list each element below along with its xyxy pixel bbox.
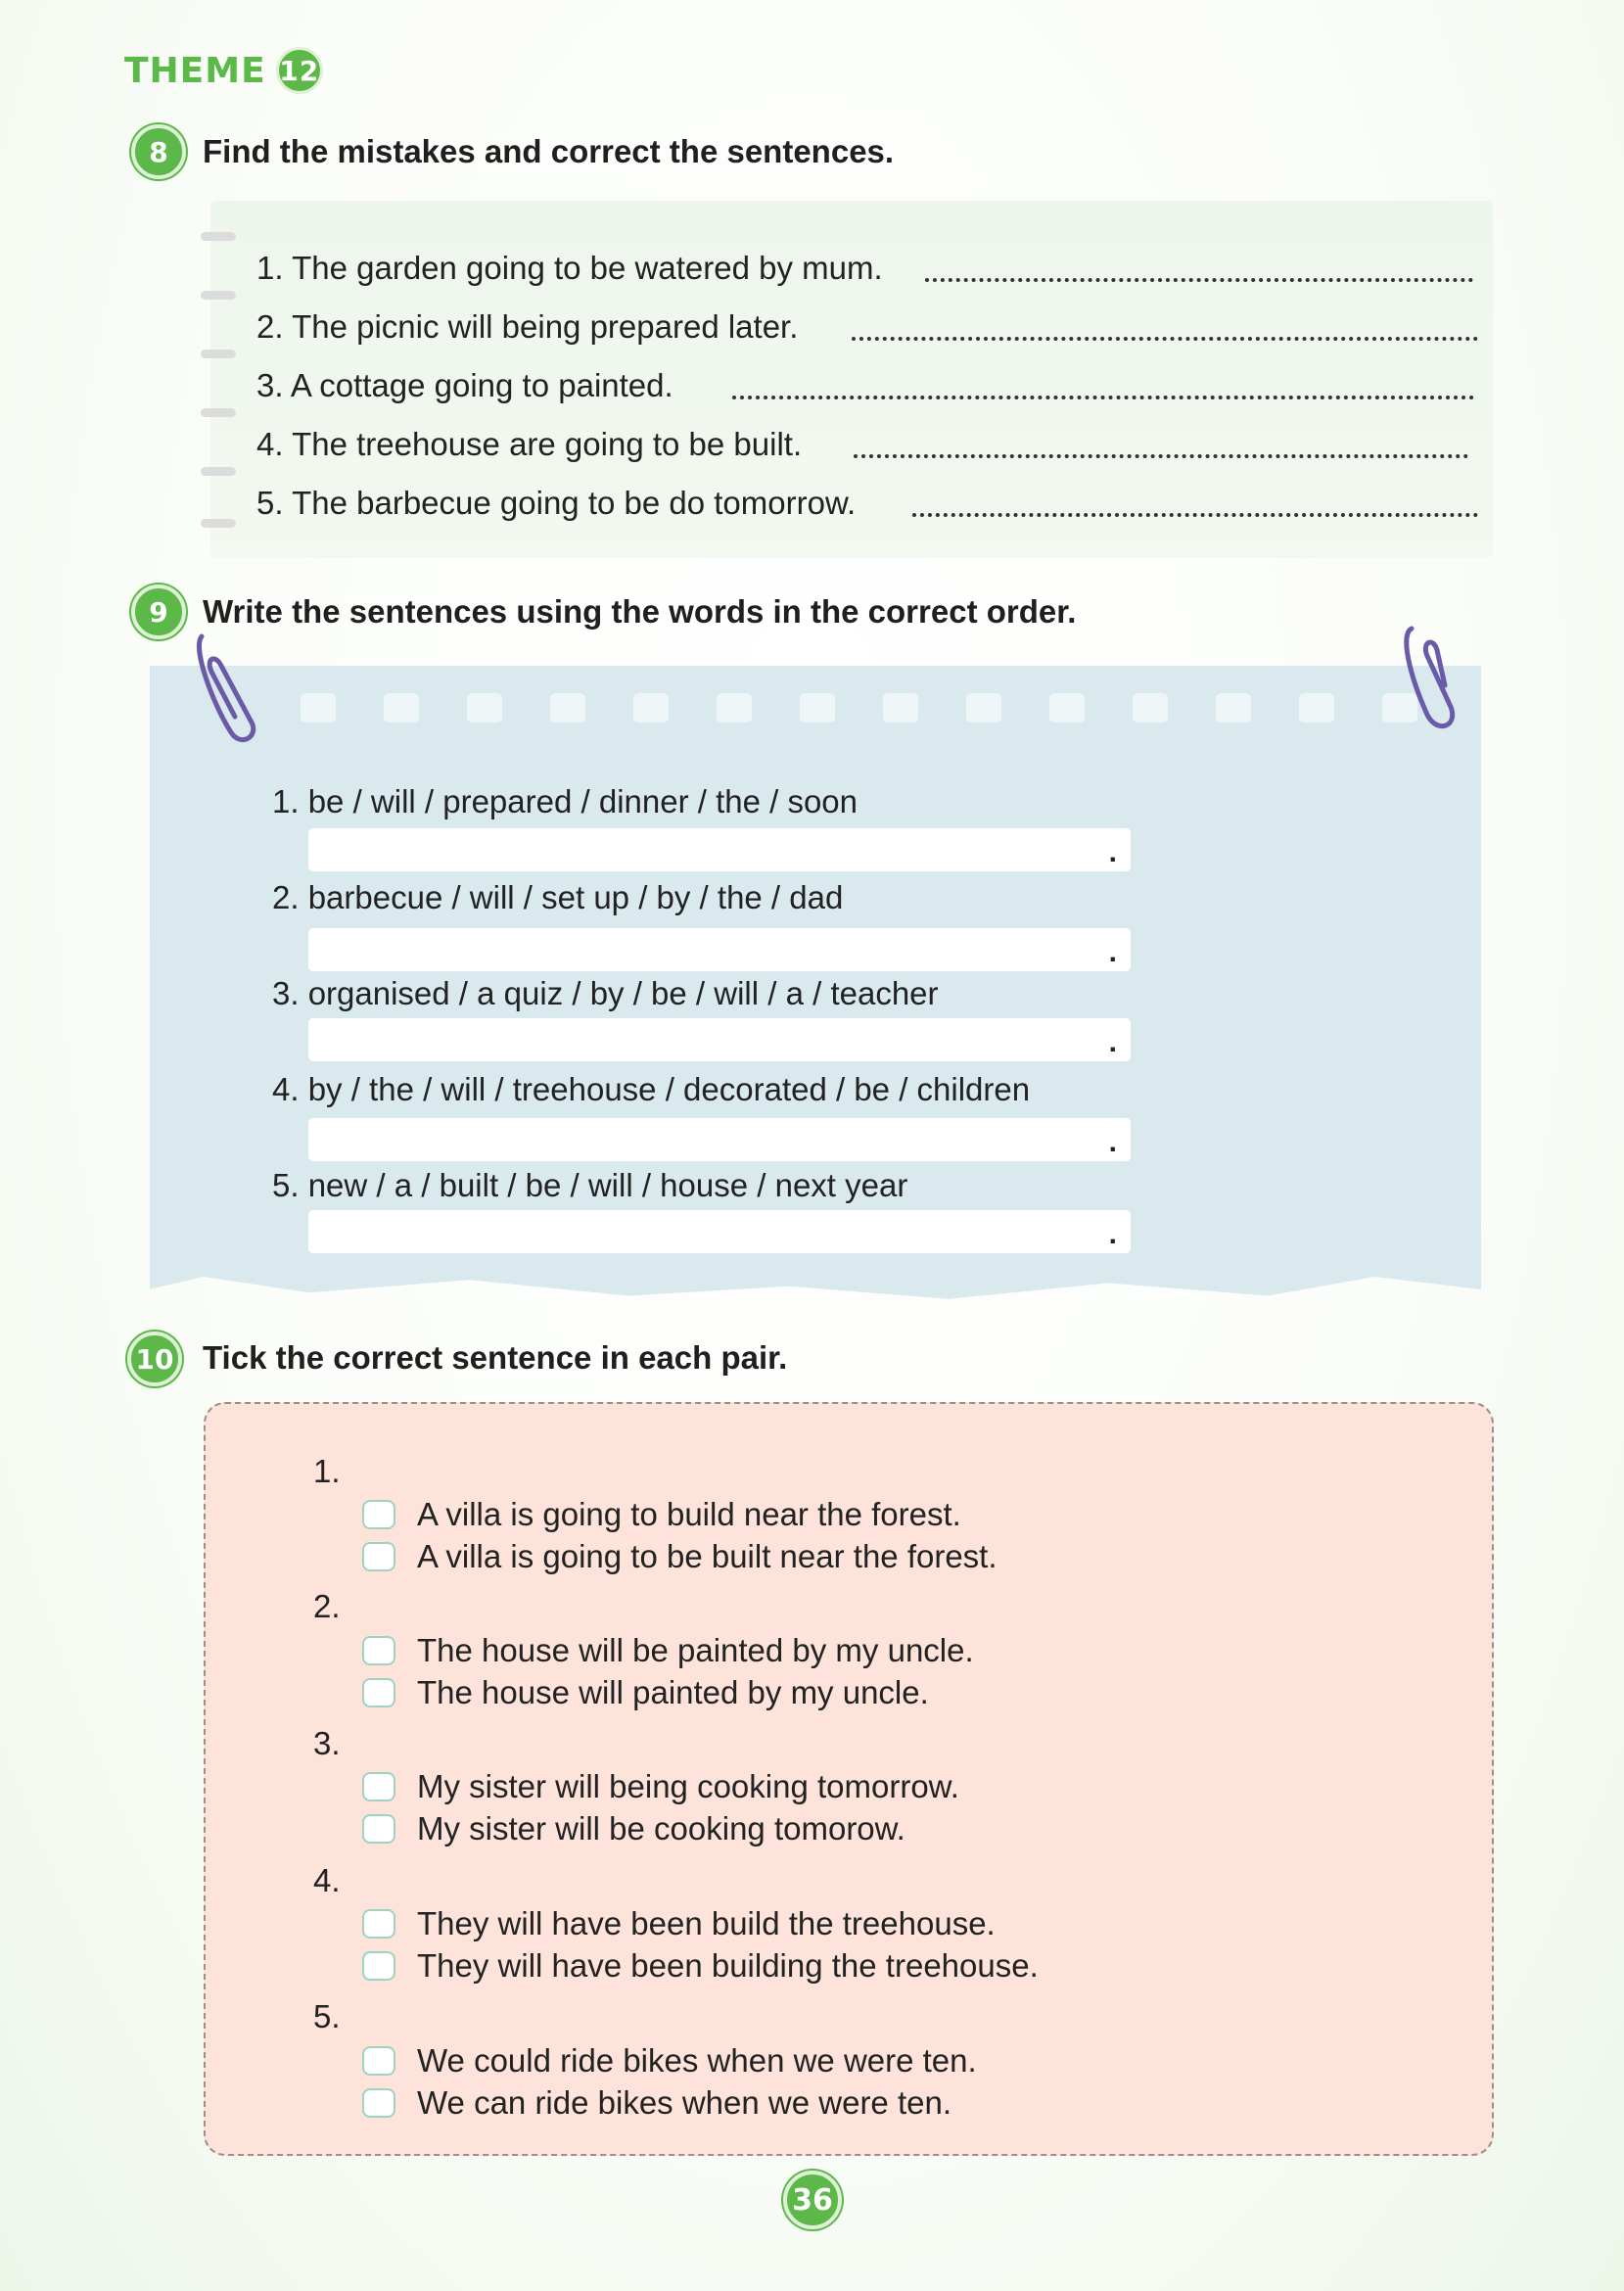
answer-period: . [1108, 1026, 1117, 1058]
option-text: The house will be painted by my uncle. [417, 1632, 974, 1668]
paperclip-icon [1388, 617, 1466, 744]
exercise-9-answer-box-1[interactable] [308, 828, 1131, 871]
exercise-8-answer-line-1[interactable] [925, 278, 1473, 282]
pair-1-option-1[interactable] [362, 1496, 961, 1533]
pair-number-4: 4. [313, 1862, 341, 1898]
exercise-9-badge: 9 [131, 584, 186, 639]
pair-2-option-2[interactable] [362, 1674, 929, 1711]
option-text: We can ride bikes when we were ten. [417, 2084, 951, 2121]
exercise-8-item-1: 1. The garden going to be watered by mum. [256, 250, 883, 286]
exercise-8-item-3: 3. A cottage going to painted. [256, 367, 673, 403]
exercise-10-badge: 10 [127, 1332, 182, 1386]
notebook-spiral [201, 519, 236, 528]
checkbox-icon[interactable] [362, 1678, 395, 1707]
exercise-9-answer-box-3[interactable] [308, 1018, 1131, 1061]
paper-hole [1299, 693, 1334, 723]
notebook-spiral [201, 291, 236, 300]
exercise-8-item-2: 2. The picnic will being prepared later. [256, 308, 799, 345]
paper-hole [1049, 693, 1085, 723]
pair-number-2: 2. [313, 1588, 341, 1624]
exercise-9-item-2: 2. barbecue / will / set up / by / the / dad [272, 879, 844, 915]
exercise-9-answer-box-2[interactable] [308, 928, 1131, 971]
checkbox-icon[interactable] [362, 2088, 395, 2118]
exercise-9-answer-box-4[interactable] [308, 1118, 1131, 1161]
option-text: A villa is going to be built near the forest. [417, 1538, 998, 1574]
paper-hole [1216, 693, 1251, 723]
exercise-9-item-5: 5. new / a / built / be / will / house / next year [272, 1167, 908, 1203]
theme-number-badge: 12 [276, 47, 323, 94]
exercise-9-title: Write the sentences using the words in the correct order. [203, 593, 1077, 630]
option-text: A villa is going to build near the forest. [417, 1496, 961, 1532]
option-text: They will have been building the treehouse. [417, 1947, 1039, 1984]
paper-hole [883, 693, 918, 723]
notebook-spiral [201, 350, 236, 358]
exercise-8-answer-line-3[interactable] [732, 396, 1474, 399]
paper-hole [717, 693, 752, 723]
checkbox-icon[interactable] [362, 2046, 395, 2076]
exercise-9-answer-box-5[interactable] [308, 1210, 1131, 1253]
exercise-8-item-4: 4. The treehouse are going to be built. [256, 426, 803, 462]
notebook-spiral [201, 232, 236, 241]
notebook-spiral [201, 408, 236, 417]
pair-1-option-2[interactable] [362, 1538, 998, 1575]
exercise-9-item-1: 1. be / will / prepared / dinner / the / soon [272, 783, 858, 819]
option-text: The house will painted by my uncle. [417, 1674, 929, 1710]
paper-hole [633, 693, 669, 723]
answer-period: . [1108, 836, 1117, 868]
checkbox-icon[interactable] [362, 1951, 395, 1981]
pair-5-option-2[interactable] [362, 2084, 951, 2122]
answer-period: . [1108, 1126, 1117, 1158]
paper-hole [550, 693, 585, 723]
pair-2-option-1[interactable] [362, 1632, 974, 1669]
answer-period: . [1108, 936, 1117, 968]
checkbox-icon[interactable] [362, 1636, 395, 1665]
option-text: My sister will be cooking tomorow. [417, 1810, 905, 1847]
answer-period: . [1108, 1218, 1117, 1250]
pair-4-option-2[interactable] [362, 1947, 1039, 1985]
pair-4-option-1[interactable] [362, 1905, 996, 1942]
paperclip-icon [184, 627, 262, 749]
exercise-8-item-5: 5. The barbecue going to be do tomorrow. [256, 485, 857, 521]
paper-hole [467, 693, 502, 723]
paper-hole [1133, 693, 1168, 723]
checkbox-icon[interactable] [362, 1500, 395, 1529]
exercise-8-answer-line-2[interactable] [852, 337, 1478, 341]
option-text: We could ride bikes when we were ten. [417, 2042, 977, 2079]
theme-label: THEME [124, 50, 266, 91]
exercise-8-answer-line-5[interactable] [912, 513, 1478, 517]
checkbox-icon[interactable] [362, 1909, 395, 1939]
notebook-spiral [201, 467, 236, 476]
option-text: My sister will being cooking tomorrow. [417, 1768, 959, 1804]
paper-hole [301, 693, 336, 723]
pair-number-5: 5. [313, 1998, 341, 2034]
exercise-9-item-4: 4. by / the / will / treehouse / decorated / be / children [272, 1071, 1031, 1107]
paper-hole [800, 693, 835, 723]
paper-hole [384, 693, 419, 723]
paper-hole [966, 693, 1001, 723]
exercise-8-title: Find the mistakes and correct the sentences. [203, 133, 895, 169]
checkbox-icon[interactable] [362, 1814, 395, 1844]
checkbox-icon[interactable] [362, 1542, 395, 1571]
exercise-10-title: Tick the correct sentence in each pair. [203, 1339, 788, 1376]
pair-3-option-1[interactable] [362, 1768, 959, 1805]
exercise-8-answer-line-4[interactable] [854, 454, 1468, 458]
pair-number-1: 1. [313, 1453, 341, 1489]
checkbox-icon[interactable] [362, 1772, 395, 1801]
pair-5-option-1[interactable] [362, 2042, 977, 2080]
theme-header [124, 47, 323, 94]
exercise-8-badge: 8 [131, 124, 186, 179]
pair-number-3: 3. [313, 1725, 341, 1761]
page-number-badge: 36 [783, 2171, 842, 2229]
exercise-9-item-3: 3. organised / a quiz / by / be / will / a / teacher [272, 975, 939, 1011]
option-text: They will have been build the treehouse. [417, 1905, 996, 1941]
pair-3-option-2[interactable] [362, 1810, 905, 1847]
